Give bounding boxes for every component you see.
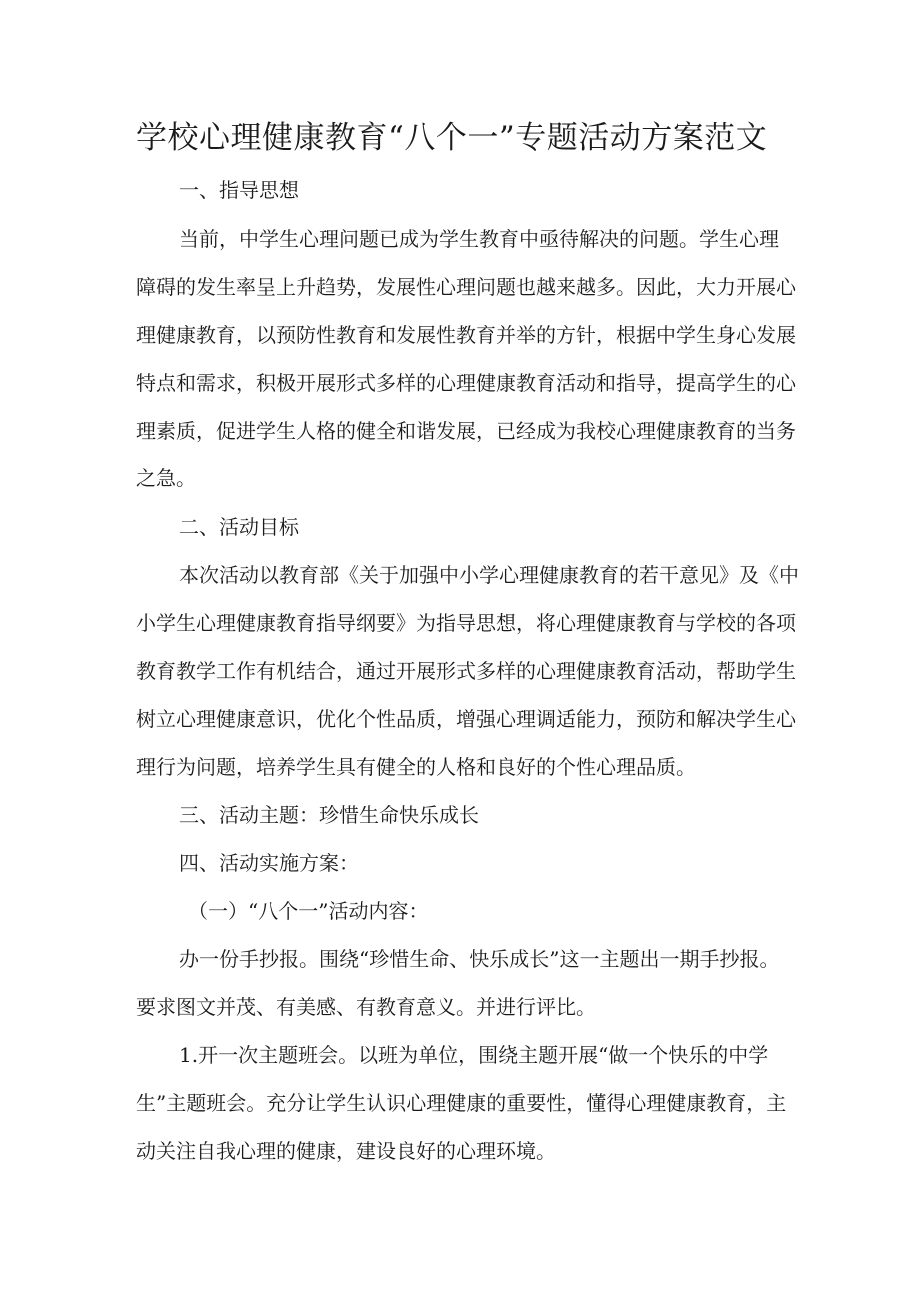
section-heading-guiding-ideology: 一、指导思想 <box>179 178 299 202</box>
paragraph-line: 1.开一次主题班会。以班为单位，围绕主题开展“做一个快乐的中学 <box>179 1043 769 1067</box>
paragraph-line: 小学生心理健康教育指导纲要》为指导思想，将心理健康教育与学校的各项 <box>136 611 796 635</box>
subheading-eight-activities: （一）“八个一”活动内容： <box>188 899 429 923</box>
paragraph-line: 当前，中学生心理问题已成为学生教育中亟待解决的问题。学生心理 <box>179 227 779 251</box>
paragraph-line: 理素质，促进学生人格的健全和谐发展，已经成为我校心理健康教育的当务 <box>136 419 796 443</box>
paragraph-line: 生”主题班会。充分让学生认识心理健康的重要性，懂得心理健康教育，主 <box>136 1091 787 1115</box>
paragraph-line: 理行为问题，培养学生具有健全的人格和良好的个性心理品质。 <box>136 755 696 779</box>
paragraph-line: 动关注自我心理的健康，建设良好的心理环境。 <box>136 1139 556 1163</box>
document-title: 学校心理健康教育“八个一”专题活动方案范文 <box>136 120 768 156</box>
paragraph-line: 之急。 <box>136 466 196 490</box>
paragraph-line: 特点和需求，积极开展形式多样的心理健康教育活动和指导，提高学生的心 <box>136 371 796 395</box>
paragraph-line: 要求图文并茂、有美感、有教育意义。并进行评比。 <box>136 995 596 1019</box>
section-heading-activity-goals: 二、活动目标 <box>179 515 299 539</box>
paragraph-line: 本次活动以教育部《关于加强中小学心理健康教育的若干意见》及《中 <box>179 563 799 587</box>
paragraph-line: 障碍的发生率呈上升趋势，发展性心理问题也越来越多。因此，大力开展心 <box>136 275 796 299</box>
paragraph-line: 办一份手抄报。围绕“珍惜生命、快乐成长”这一主题出一期手抄报。 <box>179 947 780 971</box>
paragraph-line: 教育教学工作有机结合，通过开展形式多样的心理健康教育活动，帮助学生 <box>136 659 796 683</box>
section-heading-activity-theme: 三、活动主题：珍惜生命快乐成长 <box>179 803 479 827</box>
paragraph-line: 理健康教育，以预防性教育和发展性教育并举的方针，根据中学生身心发展 <box>136 323 796 347</box>
paragraph-line: 树立心理健康意识，优化个性品质，增强心理调适能力，预防和解决学生心 <box>136 707 796 731</box>
section-heading-implementation-plan: 四、活动实施方案： <box>179 851 359 875</box>
